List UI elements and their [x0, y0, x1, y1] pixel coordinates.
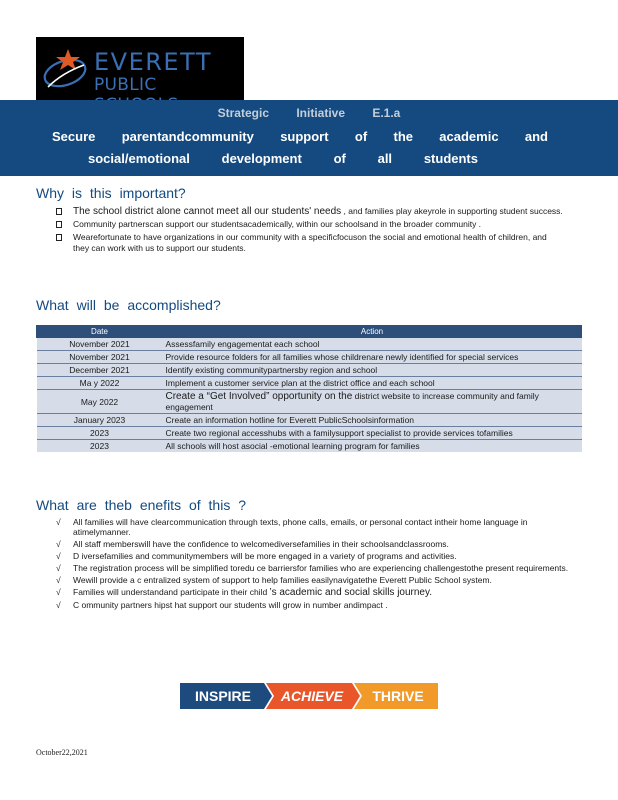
row-action	[163, 377, 582, 390]
benefit-text: The registration process will be simplified toredu ce barriersfor families who are experiencing challengestothe present requirements.	[73, 563, 569, 573]
why-list	[56, 206, 564, 256]
banner-word: academic	[439, 129, 499, 144]
action-text: Assessfamily engagementat each school	[165, 339, 320, 349]
action-text: All schools will host asocial -emotional learning program for families	[165, 441, 420, 451]
table-row	[37, 427, 582, 440]
list-item	[56, 517, 572, 537]
table-header-row	[37, 326, 582, 338]
row-action	[163, 390, 582, 414]
check-mark-icon: √	[56, 563, 61, 573]
list-item	[56, 232, 564, 254]
square-bullet-icon	[56, 221, 62, 228]
action-text: Provide resource folders for all families whose childrenare newly identified for special services	[165, 352, 519, 362]
banner-word: of	[354, 129, 368, 144]
benefit-text: All staff memberswill have the confidence to welcomediversefamilies in their schoolsandclassrooms.	[73, 539, 449, 549]
timeline-table	[36, 325, 582, 452]
list-item	[56, 575, 572, 585]
accomplished-heading: What will be accomplished?	[36, 297, 221, 313]
row-date: January 2023	[37, 414, 163, 427]
check-mark-icon: √	[56, 539, 61, 549]
row-action	[163, 364, 582, 377]
action-text: district website to increase community and family engagement	[165, 391, 539, 412]
inspire-word: INSPIRE	[194, 688, 252, 704]
list-item	[56, 563, 572, 573]
banner-word: support	[280, 129, 329, 144]
row-date: December 2021	[37, 364, 163, 377]
row-action	[163, 427, 582, 440]
benefit-text: D iversefamilies and communitymembers will be more engaged in a variety of programs and activities.	[73, 551, 457, 561]
benefit-text: Families will understandand participate in their child	[73, 587, 270, 597]
banner-word: development	[221, 151, 302, 166]
banner-word: social/emotional	[88, 151, 190, 166]
list-item	[56, 551, 572, 561]
banner-subtitle: Strategic Initiative E.1.a	[217, 106, 401, 120]
district-logo	[36, 37, 244, 100]
thrive-word: THRIVE	[372, 688, 424, 704]
star-swoosh-icon	[40, 43, 90, 95]
row-date: Ma y 2022	[37, 377, 163, 390]
row-date: May 2022	[37, 390, 163, 414]
row-action	[163, 414, 582, 427]
list-item	[56, 539, 572, 549]
check-mark-icon: √	[56, 551, 61, 561]
why-heading: Why is this important?	[36, 185, 186, 201]
footer-date: October22,2021	[36, 748, 88, 757]
action-text: Implement a customer service plan at the district office and each school	[165, 378, 435, 388]
action-text: Create two regional accesshubs with a familysupport specialist to provide services tofamilies	[165, 428, 513, 438]
bullet-text: , and families play akeyrole in supporting student success.	[341, 206, 563, 216]
column-header-action: Action	[163, 326, 582, 338]
table-row	[37, 414, 582, 427]
banner-word: of	[333, 151, 346, 166]
banner-word: students	[423, 151, 478, 166]
row-date: 2023	[37, 427, 163, 440]
table-row	[37, 377, 582, 390]
row-date: 2023	[37, 440, 163, 453]
bullet-text: Wearefortunate to have organizations in our community with a specificfocuson the social and emotional health of children, and they can work with us to support our students.	[73, 232, 547, 253]
column-header-date: Date	[37, 326, 163, 338]
benefits-list	[56, 517, 572, 612]
logo-text-everett: EVERETT	[94, 48, 212, 76]
table-row	[37, 440, 582, 453]
check-mark-icon: √	[56, 575, 61, 585]
list-item	[56, 219, 564, 230]
banner-word: parentandcommunity	[121, 129, 254, 144]
bullet-lead-text: The school district alone cannot meet all our students' needs	[73, 206, 342, 217]
achieve-word: ACHIEVE	[280, 688, 344, 704]
action-lead-text: Create a “Get Involved” opportunity on the	[165, 391, 353, 402]
banner-title-line-1	[52, 129, 548, 144]
check-mark-icon: √	[56, 600, 61, 610]
list-item	[56, 206, 564, 217]
bullet-text: Community partnerscan support our studentsacademically, within our schoolsand in the broader community .	[73, 219, 482, 229]
check-mark-icon: √	[56, 517, 61, 527]
table-row	[37, 351, 582, 364]
row-action	[163, 338, 582, 351]
inspire-achieve-thrive-banner	[180, 683, 438, 709]
benefits-heading: What are theb enefits of this ?	[36, 497, 246, 513]
initiative-banner	[0, 100, 618, 176]
square-bullet-icon	[56, 234, 62, 241]
list-item	[56, 587, 572, 598]
action-text: Create an information hotline for Everett PublicSchoolsinformation	[165, 415, 415, 425]
action-text: Identify existing communitypartnersby region and school	[165, 365, 378, 375]
benefit-text: C ommunity partners hipst hat support our students will grow in number andimpact .	[73, 600, 388, 610]
check-mark-icon: √	[56, 587, 61, 597]
benefit-text: Wewill provide a c entralized system of support to help families easilynavigatethe Everett Public School system.	[73, 575, 492, 585]
logo-text-public-schools: PUBLIC	[94, 75, 157, 95]
table-row	[37, 364, 582, 377]
banner-word: Secure	[52, 129, 96, 144]
banner-word: the	[393, 129, 413, 144]
table-row	[37, 338, 582, 351]
list-item	[56, 600, 572, 610]
banner-word: and	[524, 129, 548, 144]
row-action	[163, 440, 582, 453]
benefit-text: All families will have clearcommunication through texts, phone calls, emails, or personal contact intheir home language in atimelymanner.	[73, 517, 528, 537]
banner-title-line-2	[88, 151, 478, 166]
banner-word: all	[377, 151, 393, 166]
row-date: November 2021	[37, 338, 163, 351]
square-bullet-icon	[56, 208, 62, 215]
row-date: November 2021	[37, 351, 163, 364]
benefit-tail-text: ’s academic and social skills journey.	[269, 587, 433, 598]
row-action	[163, 351, 582, 364]
table-row	[37, 390, 582, 414]
